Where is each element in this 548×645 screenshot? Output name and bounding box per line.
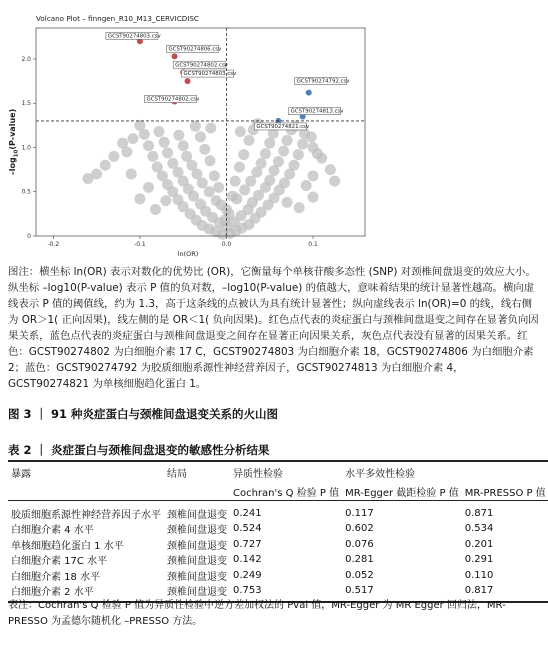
grey-point [293,149,304,160]
table-cell: 白细胞介素 4 水平 [11,525,94,537]
grey-point [213,182,224,193]
point-label: GCST90274803.csv [183,71,237,78]
grey-point [100,160,111,171]
volcano-plot [0,0,548,262]
header-mr-presso: MR-PRESSO P 值 [462,482,548,501]
table-cell: 0.281 [345,554,374,566]
header-heterogeneity: 异质性检验 [230,461,342,482]
grey-point [238,149,249,160]
y-tick-label: 0.5 [21,188,31,196]
grey-point [108,151,119,162]
table-row [8,521,548,537]
grey-point [162,147,173,158]
grey-point [205,123,216,134]
grey-point [230,176,241,187]
table-note: 表注：Cochran's Q 检验 P 值为异质性检验中逆方差加权法的 Pval 值，MR-Egger 为 MR Egger 回归法，MR-PRESSO 为孟德尔随机化 –PRESSO 方法。 [8,600,506,627]
table-cell: 0.524 [233,523,262,535]
red-point [172,53,178,59]
table-cell: 0.201 [464,538,494,550]
table-cell: 白细胞介素 17C 水平 [11,556,108,568]
table-cell: 0.076 [345,538,374,550]
table-cell: 颈椎间盘退变 [167,571,227,583]
grey-point [127,133,138,144]
grey-point [308,170,319,181]
grey-point [159,137,170,148]
table-cell: 0.817 [462,583,548,602]
red-point [185,78,191,84]
grey-point [301,180,312,191]
header-cochran-q: Cochran's Q 检验 P 值 [230,482,342,501]
blue-point [306,90,312,96]
grey-point [209,170,220,181]
y-tick-label: 1.5 [21,100,31,108]
x-tick-label: 0.0 [221,241,232,248]
grey-point [235,126,246,137]
grey-point [289,160,300,171]
x-tick-label: -0.1 [134,241,146,248]
grey-point [199,144,210,155]
table-row [8,501,548,522]
table-cell: 0.871 [464,507,494,519]
table-cell: 0.117 [345,507,374,519]
figure-caption: 图注：横坐标 ln(OR) 表示对数化的优势比 (OR)，它衡量每个单核苷酸多态性 (SNP) 对颈椎间盘退变的效应大小。纵坐标 –log10(P-value) 表示 P 值的负对数，–log10(P-value) 的值越大，意味着结果的统计显著性越高。横向虚线表示 P 值的阈值线，约为 1.3，高于这条线的点被认为具有统计显著性；纵向虚线表示 ln(OR)=0 的线，线右侧为 OR＞1( 正向因果)，线左侧的是 OR＜1( 负向因果)。红色点代表的炎症蛋白与颈椎间盘退变之间存在显著负向因果关系，蓝色点代表的炎症蛋白与颈椎间盘退变之间存在显著正向因果关系，灰色点代表没有显著的因果关系。红色：GCST90274802 为白细胞介素 17 C，GCST90274803 为白细胞介素 18，GCST90274806 为白细胞介素 2；蓝色：GCST90274792 为胶质细胞系源性神经营养因子，GCST90274813 为白细胞介素 4，GCST90274821 为单核细胞趋化蛋白 1。 [8,266,539,390]
grey-point [256,158,267,169]
table-cell: 颈椎间盘退变 [164,583,230,602]
table-cell: 单核细胞趋化蛋白 1 水平 [11,540,124,552]
grey-point [134,120,145,131]
grey-point [143,182,154,193]
grey-point [273,156,284,167]
x-tick-label: 0.1 [308,241,318,248]
sensitivity-table [8,460,548,603]
table-cell: 0.602 [345,523,374,535]
table-cell: 0.142 [233,554,262,566]
grey-point [190,121,201,132]
table-cell: 0.534 [464,523,494,535]
grey-point [216,200,227,211]
table-cell: 0.241 [233,507,262,519]
figure-title: 图 3 ｜ 91 种炎症蛋白与颈椎间盘退变关系的火山图 [8,407,279,421]
table-title: 表 2 ｜ 炎症蛋白与颈椎间盘退变的敏感性分析结果 [8,443,270,457]
header-outcome: 结局 [164,461,230,482]
table-cell: 颈椎间盘退变 [167,556,227,568]
point-label: GCST90274813.csv [290,108,344,115]
table-row [8,537,548,553]
point-label: GCST90274806.csv [168,46,222,53]
table-cell: 白细胞介素 2 水平 [8,583,164,602]
grey-point [126,169,137,180]
header-exposure: 暴露 [8,461,164,482]
table-cell: 颈椎间盘退变 [167,540,227,552]
header-pleiotropy: 水平多效性检验 [342,461,548,482]
point-label: GCST90274821.csv [256,123,310,130]
table-row [8,568,548,584]
grey-point [167,158,178,169]
grey-point [234,161,245,172]
table-cell: 0.727 [233,538,262,550]
grey-point [325,164,336,175]
grey-point [282,197,293,208]
grey-point [312,148,323,159]
grey-point [306,131,317,142]
y-axis-label: $-\log_{10}(P-value)$ [8,108,20,176]
table-row [8,552,548,568]
grey-point [82,173,93,184]
grey-point [195,131,206,142]
table-cell: 胶质细胞系源性神经营养因子水平 [11,509,161,521]
grey-point [260,148,271,159]
x-axis-label: ln(OR) [177,250,199,258]
table-cell: 0.110 [464,569,494,581]
header-mr-egger: MR-Egger 截距检验 P 值 [342,482,462,501]
grey-point [121,146,132,157]
point-label: GCST90274792.csv [296,78,350,85]
chart-title: Volcano Plot – finngen_R10_M13_CERVICDISC [36,14,199,23]
y-tick-label: 0 [27,233,31,240]
grey-point [264,138,275,149]
grey-point [243,135,254,146]
grey-point [173,130,184,141]
grey-point [294,202,305,213]
grey-point [181,151,192,162]
table-cell: 颈椎间盘退变 [167,509,227,521]
table-cell: 0.517 [342,583,462,602]
grey-point [297,138,308,149]
grey-point [329,176,340,187]
grey-point [147,151,158,162]
point-label: GCST90274802.csv [146,96,200,103]
table-cell: 0.052 [345,569,374,581]
point-label: GCST90274802.csv [175,62,228,69]
grey-point [134,193,145,204]
table-cell: 白细胞介素 18 水平 [11,571,101,583]
grey-point [143,140,154,151]
y-tick-label: 2.0 [21,55,31,63]
grey-point [204,186,215,197]
grey-point [205,155,216,166]
grey-point [264,175,275,186]
grey-point [308,192,319,203]
table-cell: 0.753 [230,583,342,602]
table-cell: 颈椎间盘退变 [167,525,227,537]
table-cell: 0.249 [233,569,262,581]
y-tick-label: 1.0 [21,144,31,152]
grey-point [152,161,163,172]
grey-point [160,195,171,206]
table-cell: 0.291 [464,554,494,566]
grey-point [178,140,189,151]
grey-point [153,126,164,137]
grey-point [227,191,238,202]
point-label: GCST90274803.csv [107,33,161,40]
grey-point [150,204,161,215]
x-tick-label: -0.2 [47,241,60,248]
grey-point [224,208,235,219]
grey-point [278,146,289,157]
grey-point [282,135,293,146]
